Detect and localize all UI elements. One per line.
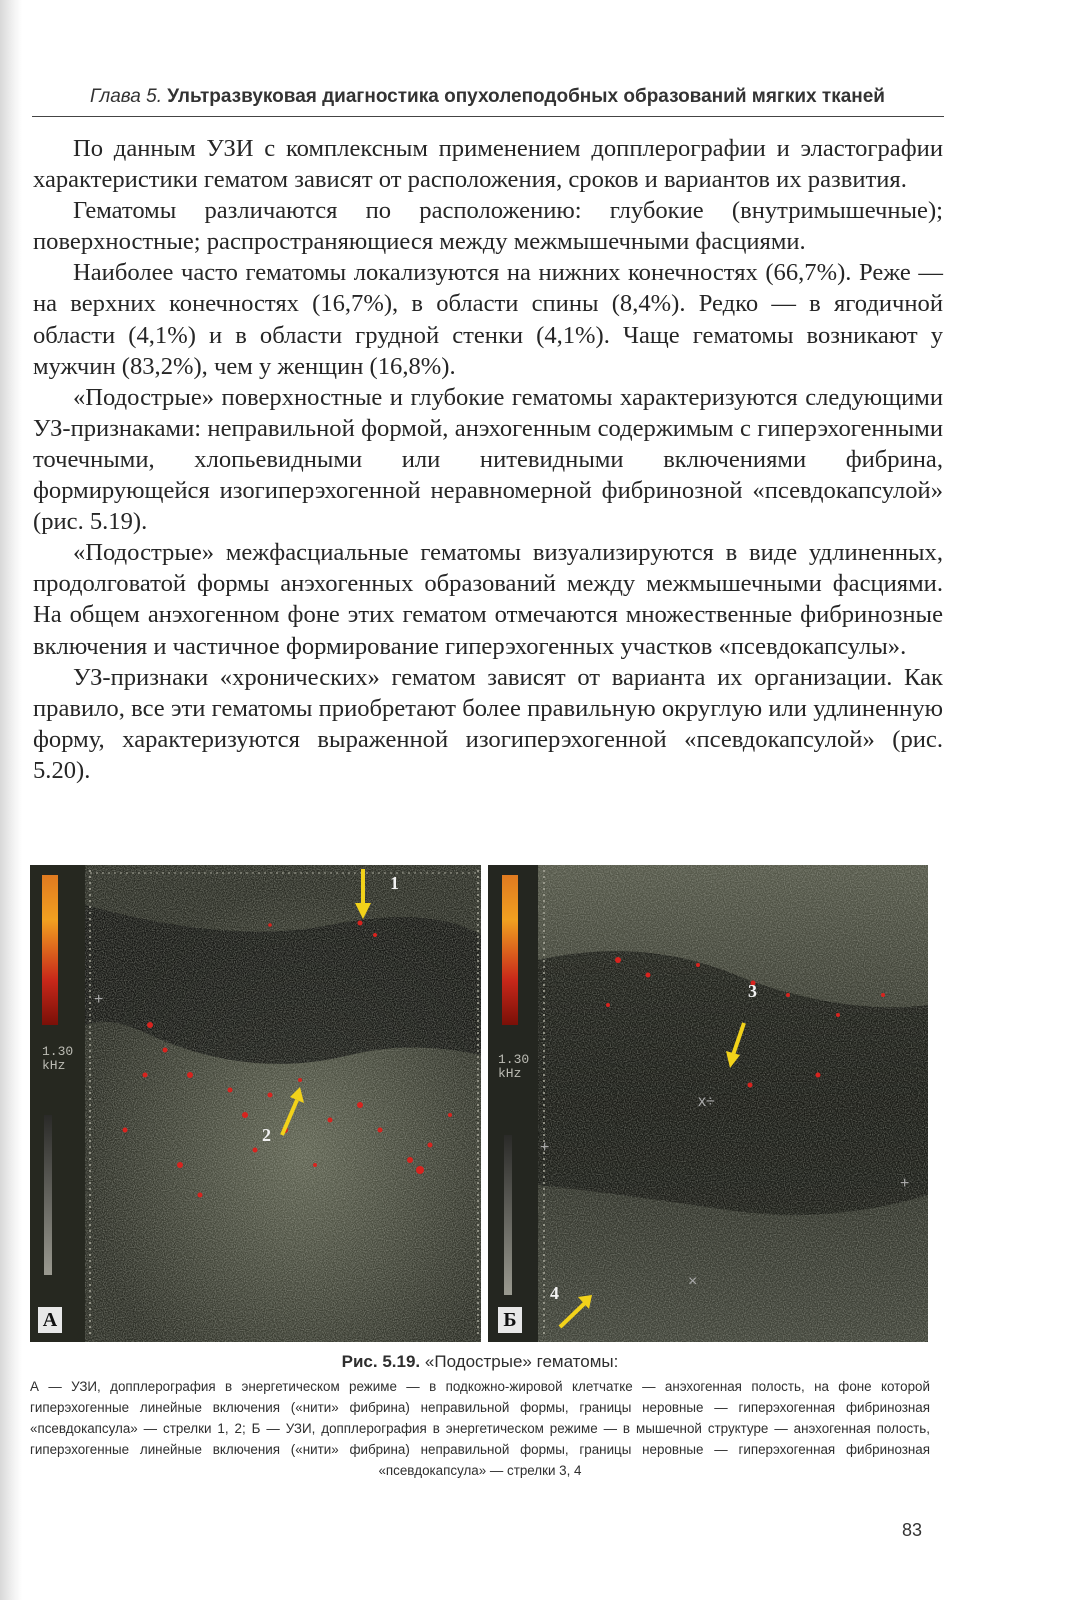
panel-label: Б [498,1307,522,1333]
caption-text: А — УЗИ, допплерография в энергетическом режиме — в подкожно-жировой клетчатке — анэхогенная полость, на фоне которой гиперэхогенные линейные включения («нити» фибрина) неправильной формы, границы неровные — гиперэхогенная фибринозная «псевдокапсула» — стрелки 1, 2; Б — УЗИ, допплерография в энергетическом режиме — в мышечной структуре — анэхогенная полость, гиперэхогенные линейные включения («нити» фибрина) неправильной формы, границы неровные — гиперэхогенная фибринозная «псевдокапсула» — стрелки 3, 4 [30,1379,930,1478]
color-scale-bar [502,875,518,1025]
scale-readout: 1.30 kHz [42,1044,74,1073]
chapter-label: Глава 5. [90,86,162,107]
paragraph: Гематомы различаются по расположению: глубокие (внутримышечные); поверхностные; распространяющиеся между межмышечными фасциями. [33,197,943,256]
crosshair-marker: + [900,1175,910,1192]
caption-title [30,1352,930,1372]
crosshair-marker: + [540,1139,550,1156]
ultrasound-panel-b [488,865,928,1342]
page-edge-shadow [0,0,22,1600]
paragraph: «Подострые» межфасциальные гематомы визуализируются в виде удлиненных, продолговатой формы анэхогенных образований между межмышечными фасциями. На общем анэхогенном фоне этих гематом отмечаются множественные фибринозные включения и частичное формирование гиперэхогенных участков «псевдокапсулы». [33,539,943,660]
caption-label: Рис. 5.19. [341,1352,421,1371]
marker-label: 1 [390,873,399,893]
figure-caption [30,1352,930,1481]
color-scale-bar [42,875,58,1025]
scale-readout: 1.30 kHz [498,1052,530,1081]
running-header [90,86,944,108]
crosshair-marker: + [94,991,104,1008]
body-text [33,133,943,786]
marker-label: 2 [262,1125,271,1145]
paragraph: По данным УЗИ с комплексным применением допплерографии и эластографии характеристики гематом зависят от расположения, сроков и вариантов их развития. [33,135,943,194]
sonogram-a-image [30,865,481,1342]
gray-scale-bar [504,1135,512,1295]
caliper-marker: x÷ [698,1093,715,1110]
marker-label: 3 [748,981,757,1001]
header-rule [32,116,944,117]
panel-label: А [38,1307,62,1333]
marker-label: 4 [550,1283,559,1303]
paragraph: УЗ-признаки «хронических» гематом зависят от варианта их организации. Как правило, все эти гематомы приобретают более правильную округлую или удлиненную форму, характеризуются выраженной изогиперэхогенной «псевдокапсулой» (рис. 5.20). [33,663,943,784]
paragraph: «Подострые» поверхностные и глубокие гематомы характеризуются следующими УЗ-признаками: неправильной формой, анэхогенным содержимым с гиперэхогенными точечными, хлопьевидными или нитевидными включениями фибрина, формирующейся изогиперэхогенной неравномерной фибринозной «псевдокапсулой» (рис. 5.19). [33,383,943,536]
page-number: 83 [902,1520,923,1540]
caliper-marker: × [688,1273,698,1290]
paragraph: Наиболее часто гематомы локализуются на нижних конечностях (66,7%). Реже — на верхних конечностях (16,7%), в области спины (8,4%). Редко — в ягодичной области (4,1%) и в области грудной стенки (4,1%). Чаще гематомы возникают у мужчин (83,2%), чем у женщин (16,8%). [33,259,943,380]
caption-heading: «Подострые» гематомы: [424,1352,619,1371]
ultrasound-panel-a [30,865,481,1342]
chapter-title: Ультразвуковая диагностика опухолеподобных образований мягких тканей [167,86,885,107]
gray-scale-bar [44,1115,52,1275]
